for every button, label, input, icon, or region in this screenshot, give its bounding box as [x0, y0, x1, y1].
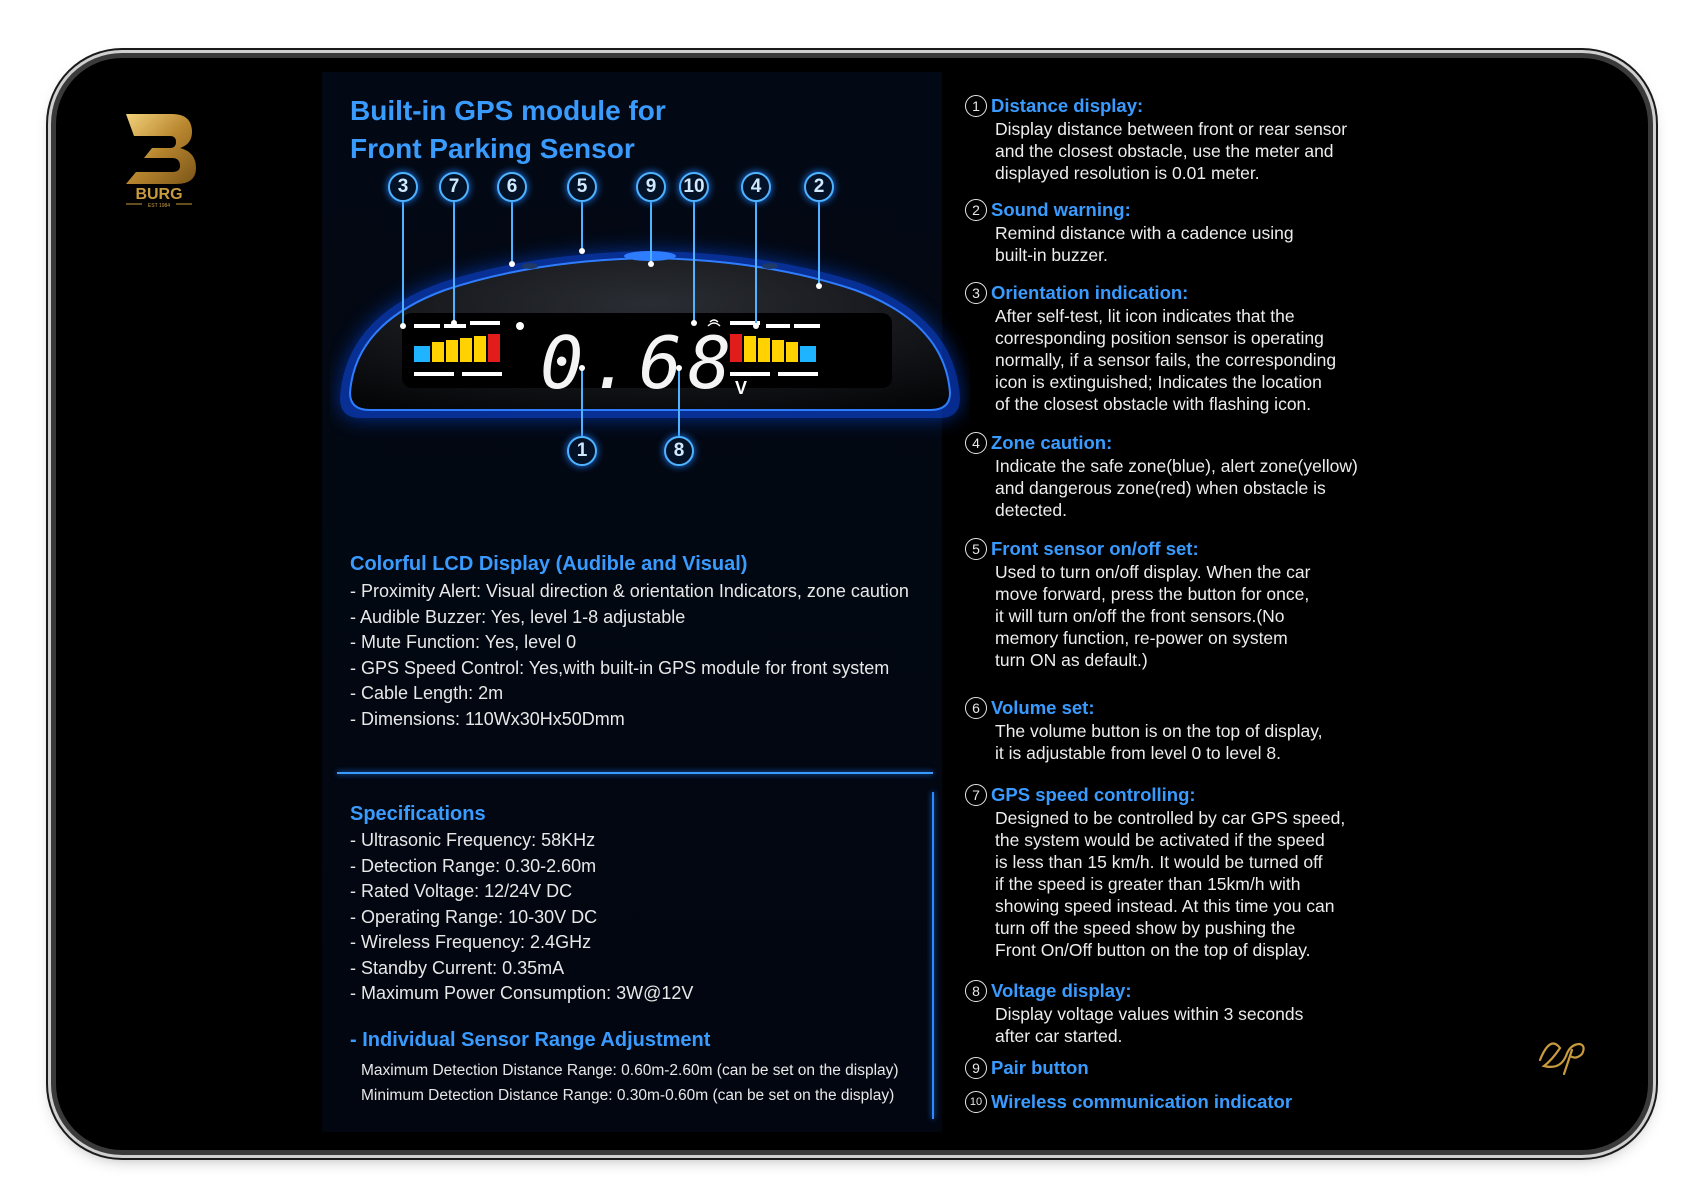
callout-2: 2	[804, 172, 834, 202]
list-item: - Audible Buzzer: Yes, level 1-8 adjustable	[350, 606, 686, 627]
specs-list	[350, 828, 693, 1007]
feature-title: Orientation indication:	[991, 282, 1189, 303]
lcd-feature-list	[350, 579, 909, 732]
callout-8: 8	[664, 436, 694, 466]
feature-line: memory function, re-power on system	[995, 628, 1288, 648]
feature-line: Designed to be controlled by car GPS speed,	[995, 808, 1346, 828]
number-badge: 1	[965, 95, 987, 117]
feature-line: detected.	[995, 500, 1067, 520]
svg-text:EST 1984: EST 1984	[147, 203, 171, 208]
number-badge: 5	[965, 538, 987, 560]
feature-title: GPS speed controlling:	[991, 784, 1196, 805]
feature-zone-caution	[965, 431, 1435, 521]
list-item: - Ultrasonic Frequency: 58KHz	[350, 830, 596, 850]
feature-line: turn ON as default.)	[995, 650, 1148, 670]
feature-line: the system would be activated if the speed	[995, 830, 1325, 850]
number-badge: 9	[965, 1057, 987, 1079]
list-item: - Rated Voltage: 12/24V DC	[350, 881, 573, 901]
list-item: - Dimensions: 110Wx30Hx50Dmm	[350, 708, 625, 729]
feature-title: Distance display:	[991, 95, 1144, 116]
feature-distance-display	[965, 94, 1435, 184]
feature-title: Front sensor on/off set:	[991, 538, 1199, 559]
number-badge: 8	[965, 980, 987, 1002]
feature-line: The volume button is on the top of display,	[995, 721, 1323, 741]
feature-orientation-indication	[965, 281, 1435, 415]
feature-volume-set	[965, 696, 1435, 764]
feature-line: showing speed instead. At this time you can	[995, 896, 1335, 916]
svg-text:BURG: BURG	[135, 186, 183, 203]
list-item: - Detection Range: 0.30-2.60m	[350, 855, 597, 876]
vertical-divider	[932, 792, 934, 1119]
callout-5: 5	[567, 172, 597, 202]
feature-line: displayed resolution is 0.01 meter.	[995, 163, 1260, 183]
feature-line: after car started.	[995, 1026, 1123, 1046]
callout-3: 3	[388, 172, 418, 202]
list-item: - GPS Speed Control: Yes,with built-in GPS module for front system	[350, 657, 890, 678]
feature-line: it is adjustable from level 0 to level 8.	[995, 743, 1281, 763]
feature-pair-button	[965, 1056, 1435, 1080]
signature-mark	[1530, 1030, 1600, 1080]
feature-line: corresponding position sensor is operating	[995, 328, 1324, 348]
adjust-section-title: - Individual Sensor Range Adjustment	[350, 1029, 711, 1051]
callout-4: 4	[741, 172, 771, 202]
voltage-unit: V	[735, 378, 748, 398]
list-item: - Maximum Power Consumption: 3W@12V	[350, 983, 694, 1003]
feature-line: icon is extinguished; Indicates the location	[995, 372, 1322, 392]
list-item: Minimum Detection Distance Range: 0.30m-0.60m (can be set on the display)	[361, 1087, 895, 1104]
feature-line: and the closest obstacle, use the meter and	[995, 141, 1334, 161]
number-badge: 2	[965, 199, 987, 221]
feature-voltage-display	[965, 979, 1435, 1047]
page-title	[350, 92, 666, 168]
title-line-1: Built-in GPS module for	[350, 95, 666, 126]
distance-readout: 0.68	[540, 321, 738, 405]
burg-logo	[114, 108, 204, 208]
feature-line: Front On/Off button on the top of display.	[995, 940, 1311, 960]
feature-line: move forward, press the button for once,	[995, 584, 1310, 604]
feature-line: is less than 15 km/h. It would be turned off	[995, 852, 1323, 872]
feature-line: normally, if a sensor fails, the corresponding	[995, 350, 1337, 370]
feature-line: of the closest obstacle with flashing icon.	[995, 394, 1312, 414]
device-diagram	[330, 178, 970, 518]
title-line-2: Front Parking Sensor	[350, 133, 635, 164]
callout-1: 1	[567, 436, 597, 466]
feature-line: turn off the speed show by pushing the	[995, 918, 1296, 938]
number-badge: 6	[965, 697, 987, 719]
number-badge: 7	[965, 784, 987, 806]
feature-title: Sound warning:	[991, 199, 1131, 220]
list-item: - Proximity Alert: Visual direction & orientation Indicators, zone caution	[350, 581, 909, 601]
list-item: - Cable Length: 2m	[350, 683, 504, 703]
list-item: - Operating Range: 10-30V DC	[350, 906, 598, 927]
callout-10: 10	[679, 172, 709, 202]
callout-6: 6	[497, 172, 527, 202]
feature-wireless-indicator	[965, 1090, 1435, 1114]
feature-line: Remind distance with a cadence using	[995, 223, 1294, 243]
feature-title: Pair button	[991, 1057, 1089, 1078]
number-badge: 3	[965, 282, 987, 304]
list-item: - Mute Function: Yes, level 0	[350, 632, 577, 652]
feature-title: Volume set:	[991, 697, 1095, 718]
callout-9: 9	[636, 172, 666, 202]
feature-title: Voltage display:	[991, 980, 1132, 1001]
list-item: - Wireless Frequency: 2.4GHz	[350, 932, 592, 952]
feature-gps-speed-controlling	[965, 783, 1435, 961]
feature-line: and dangerous zone(red) when obstacle is	[995, 478, 1326, 498]
feature-front-sensor-onoff	[965, 537, 1435, 671]
adjust-list	[361, 1058, 899, 1108]
feature-line: Indicate the safe zone(blue), alert zone(yellow)	[995, 456, 1358, 476]
lcd-section-title: Colorful LCD Display (Audible and Visual)	[350, 553, 748, 575]
feature-line: built-in buzzer.	[995, 245, 1108, 265]
feature-line: Display distance between front or rear sensor	[995, 119, 1348, 139]
number-badge: 10	[965, 1091, 987, 1113]
feature-line: Display voltage values within 3 seconds	[995, 1004, 1304, 1024]
feature-line: if the speed is greater than 15km/h with	[995, 874, 1301, 894]
specs-section-title: Specifications	[350, 803, 486, 825]
feature-title: Wireless communication indicator	[991, 1091, 1293, 1112]
feature-title: Zone caution:	[991, 432, 1113, 453]
section-divider	[337, 772, 933, 774]
list-item: - Standby Current: 0.35mA	[350, 957, 565, 978]
feature-sound-warning	[965, 198, 1435, 266]
list-item: Maximum Detection Distance Range: 0.60m-2.60m (can be set on the display)	[361, 1062, 899, 1079]
feature-line: it will turn on/off the front sensors.(No	[995, 606, 1285, 626]
callout-7: 7	[439, 172, 469, 202]
feature-line: After self-test, lit icon indicates that the	[995, 306, 1295, 326]
feature-line: Used to turn on/off display. When the car	[995, 562, 1311, 582]
number-badge: 4	[965, 432, 987, 454]
